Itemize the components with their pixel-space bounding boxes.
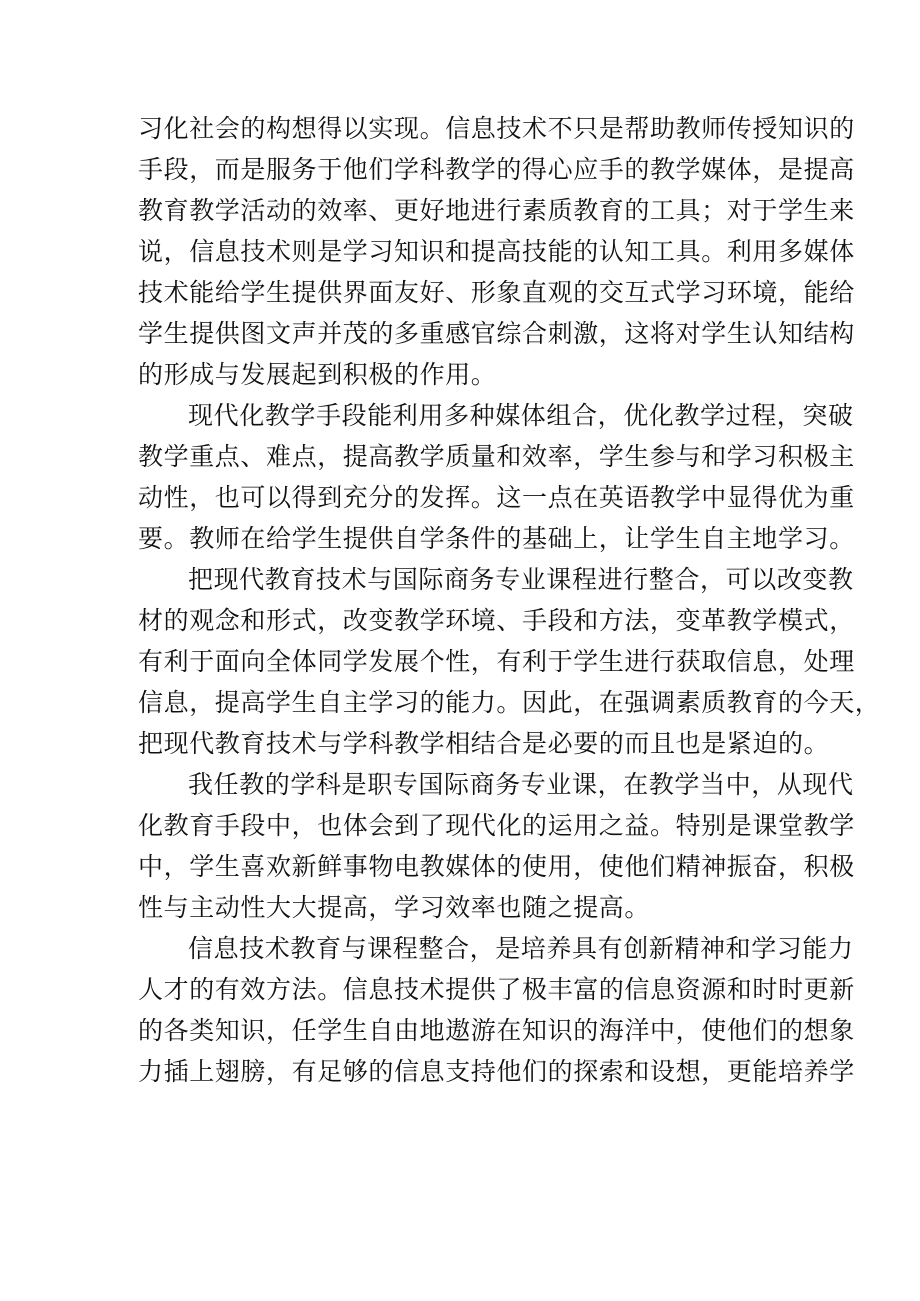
text-line: 技术能给学生提供界面友好、形象直观的交互式学习环境，能给 [138, 278, 855, 307]
text-line: 教育教学活动的效率、更好地进行素质教育的工具；对于学生来 [138, 196, 855, 225]
text-line: 的形成与发展起到积极的作用。 [138, 360, 497, 389]
body-text [138, 108, 881, 1092]
text-line: 要。教师在给学生提供自学条件的基础上，让学生自主地学习。 [138, 524, 855, 553]
paragraph-first-line: 信息技术教育与课程整合，是培养具有创新精神和学习能力 [188, 934, 854, 963]
text-line: 化教育手段中，也体会到了现代化的运用之益。特别是课堂教学 [138, 811, 855, 840]
paragraph-first-line: 现代化教学手段能利用多种媒体组合，优化教学过程，突破 [188, 401, 854, 430]
text-line: 性与主动性大大提高，学习效率也随之提高。 [138, 893, 651, 922]
text-line: 说，信息技术则是学习知识和提高技能的认知工具。利用多媒体 [138, 237, 855, 266]
text-line: 动性，也可以得到充分的发挥。这一点在英语教学中显得优为重 [138, 483, 855, 512]
text-line: 手段，而是服务于他们学科教学的得心应手的教学媒体，是提高 [138, 155, 855, 184]
text-line: 的各类知识，任学生自由地遨游在知识的海洋中，使他们的想象 [138, 1016, 855, 1045]
paragraph-first-line: 把现代教育技术与国际商务专业课程进行整合，可以改变教 [188, 565, 854, 594]
text-line: 信息，提高学生自主学习的能力。因此，在强调素质教育的今天， [138, 688, 881, 717]
text-line: 中，学生喜欢新鲜事物电教媒体的使用，使他们精神振奋，积极 [138, 852, 855, 881]
paragraph-first-line: 我任教的学科是职专国际商务专业课，在教学当中，从现代 [188, 770, 854, 799]
text-line: 材的观念和形式，改变教学环境、手段和方法，变革教学模式， [138, 606, 855, 635]
text-line: 人才的有效方法。信息技术提供了极丰富的信息资源和时时更新 [138, 975, 855, 1004]
text-line: 有利于面向全体同学发展个性，有利于学生进行获取信息，处理 [138, 647, 855, 676]
text-line: 习化社会的构想得以实现。信息技术不只是帮助教师传授知识的 [138, 114, 855, 143]
text-line: 力插上翅膀，有足够的信息支持他们的探索和设想，更能培养学 [138, 1057, 855, 1086]
text-line: 教学重点、难点，提高教学质量和效率，学生参与和学习积极主 [138, 442, 855, 471]
text-line: 把现代教育技术与学科教学相结合是必要的而且也是紧迫的。 [138, 729, 830, 758]
text-line: 学生提供图文声并茂的多重感官综合刺激，这将对学生认知结构 [138, 319, 855, 348]
